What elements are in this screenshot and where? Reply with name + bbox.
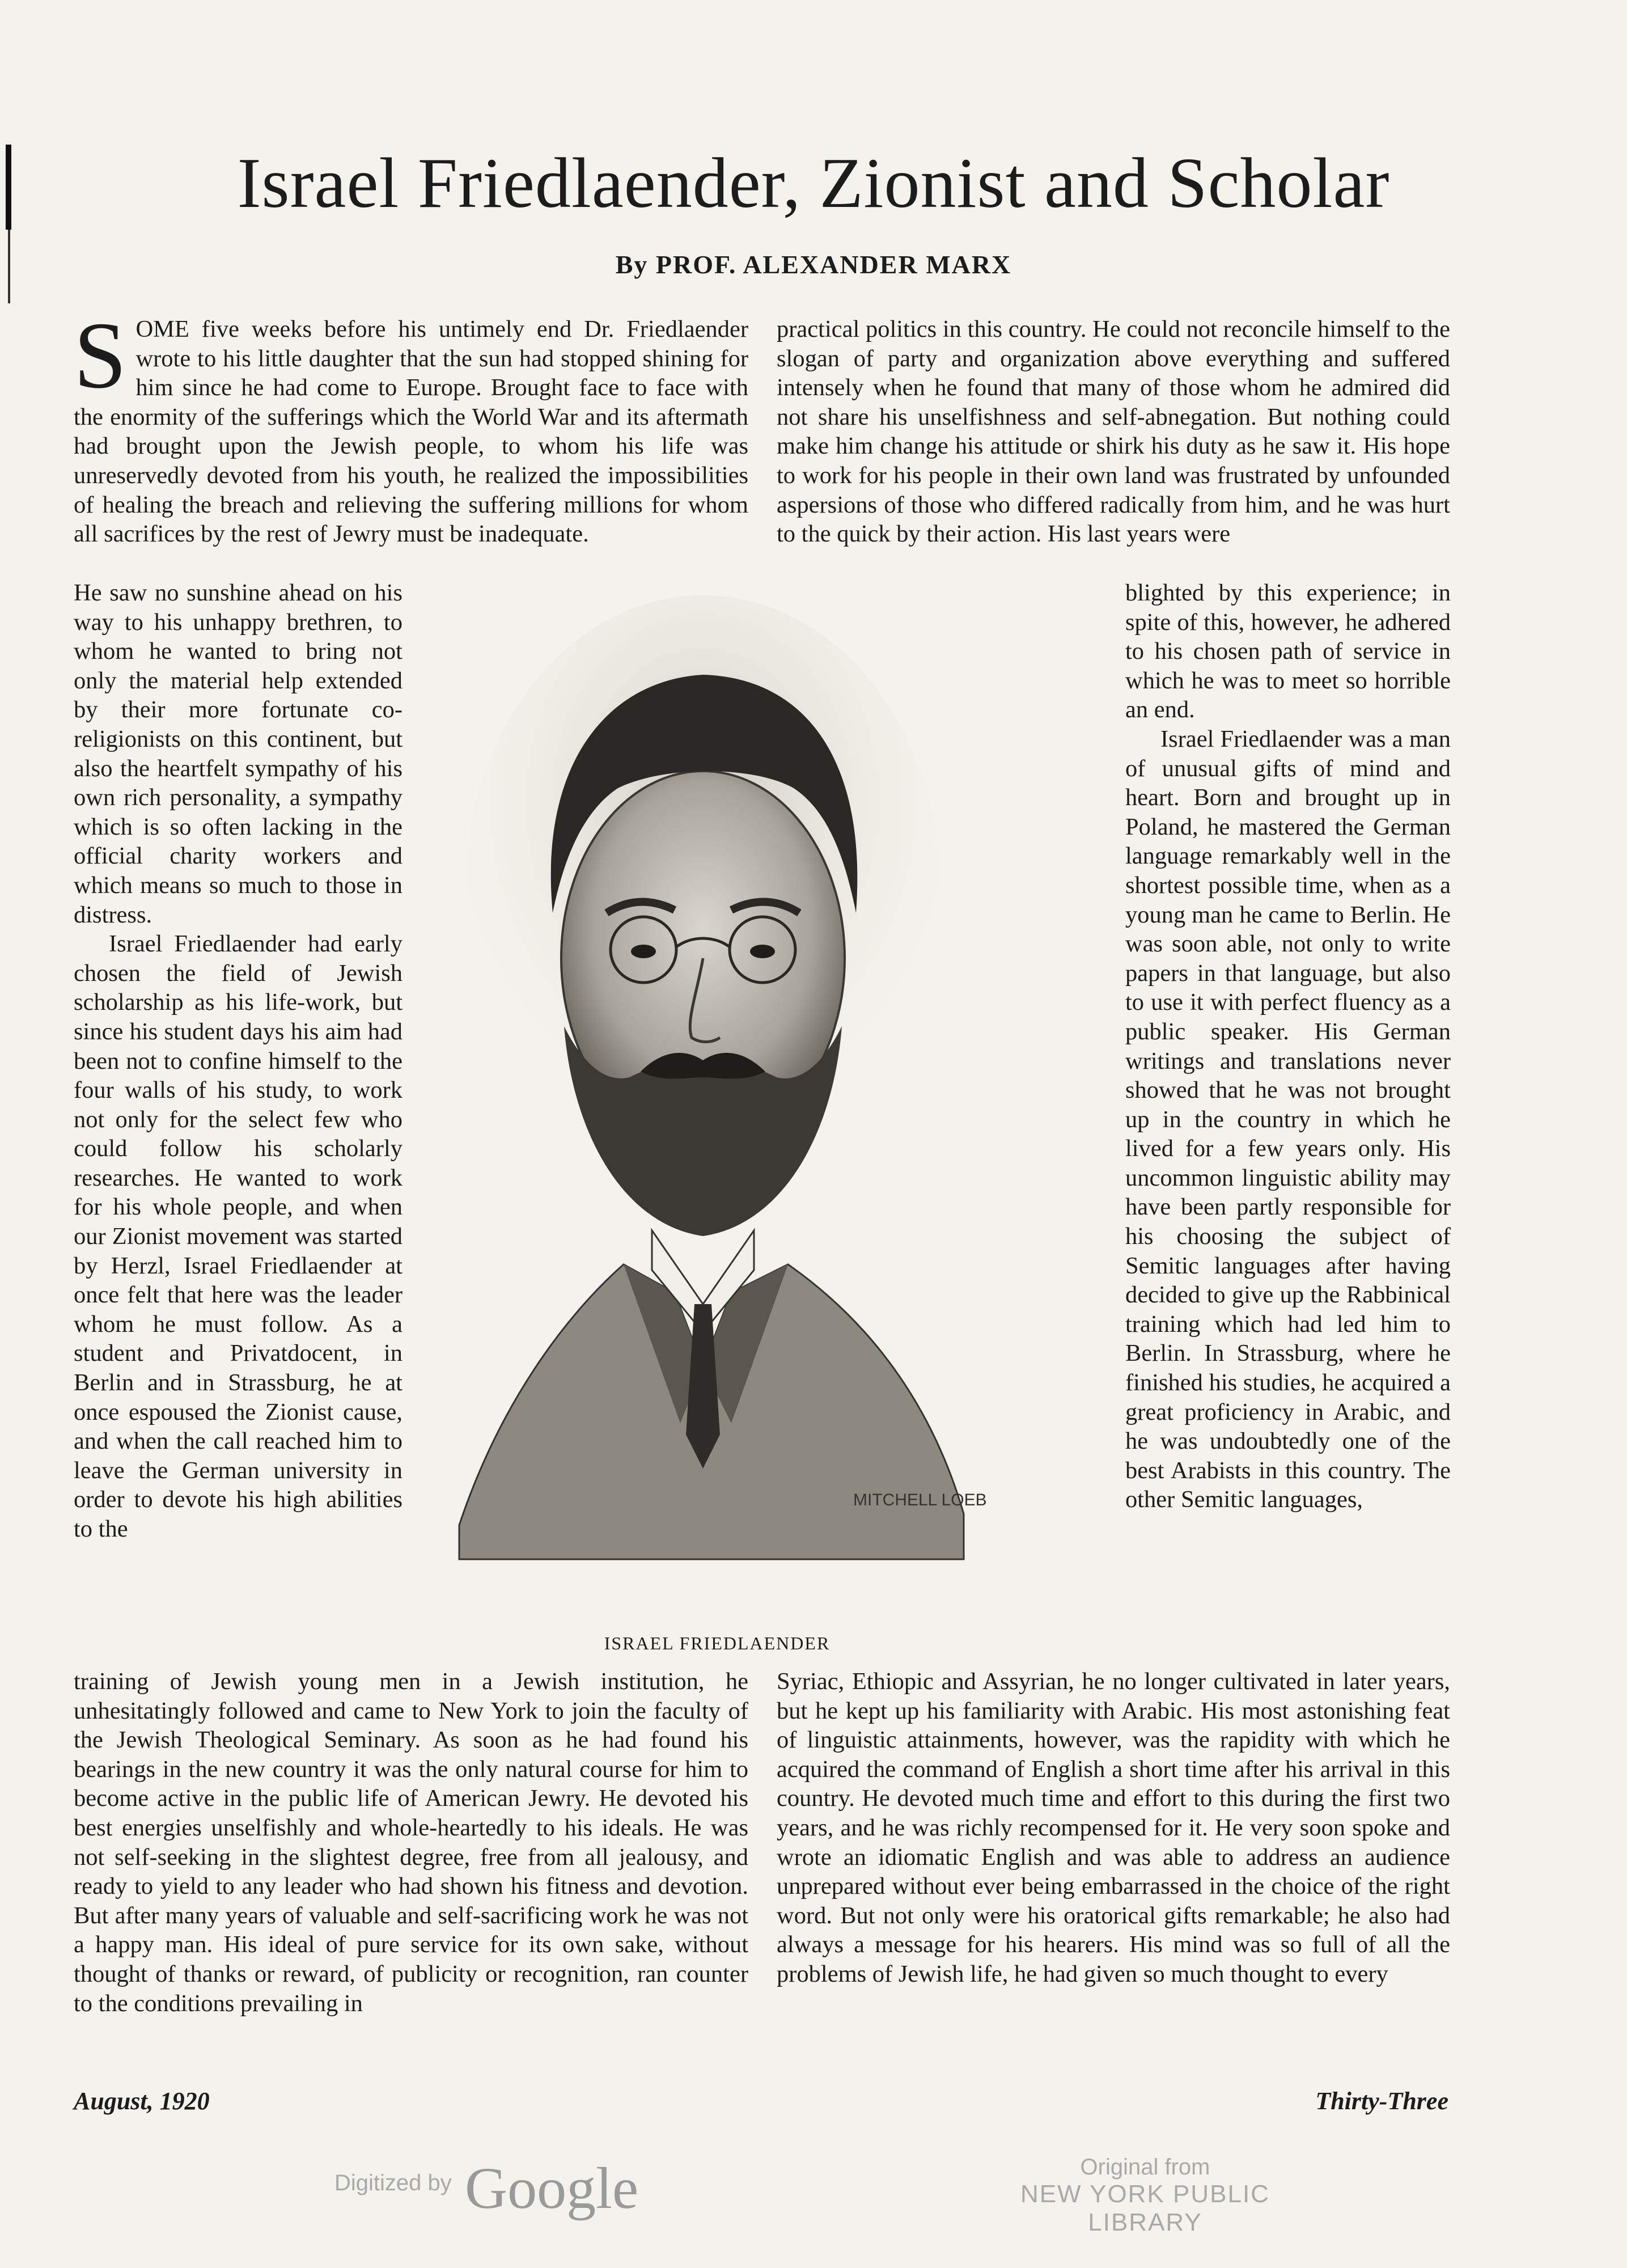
paragraph: Syriac, Ethiopic and Assyrian, he no longer cultivated in later years, but he kept up his familiarity with Arabic. His most astonishing feat of linguistic attainments, however, was the rapidity with which he acquired the command of English a short time after his arrival in this country. He devoted much time and effort to this during the first two years, and he was richly recompensed for it. He very soon spoke and wrote an idiomatic English and was able to address an audience unprepared without ever being embarrassed in the choice of the right word. But not only were his oratorical gifts remarkable; he also had always a message for his hearers. His mind was so full of all the problems of Jewish life, he had given so much thought to every: [777, 1668, 1450, 1987]
artist-signature: MITCHELL LOEB: [853, 1491, 987, 1509]
article-byline: By PROF. ALEXANDER MARX: [615, 250, 1012, 279]
text-block-top-right: [777, 315, 1450, 549]
paragraph: [74, 303, 748, 549]
paragraph: He saw no sunshine ahead on his way to his unhappy brethren, to whom he wanted to bring not only the material help extended by their more fortunate co-religionists on this continent, but also the heartfelt sympathy of his own rich personality, a sympathy which is so often lacking in the official charity workers and which means so much to those in distress.: [74, 579, 402, 928]
text-block-top-left: [74, 303, 748, 549]
paragraph: blighted by this experience; in spite of this, however, he adhered to his chosen path of service in which he was to meet so horrible an end.: [1125, 579, 1451, 723]
portrait-illustration: [437, 595, 998, 1610]
eye-left: [631, 945, 656, 958]
digitized-by-google-watermark: [334, 2155, 641, 2221]
paragraph: training of Jewish young men in a Jewish institution, he unhesitatingly followed and came to New York to join the faculty of the Jewish Theological Seminary. As soon as he had found his bearings in the new country it was the only natural course for him to become active in the public life of American Jewry. He devoted his best energies unselfishly and whole-heartedly to his ideals. He was not self-seeking in the slightest degree, free from all jealousy, and ready to yield to any leader who had shown his fitness and devotion. But after many years of valuable and self-sacrificing work he was not a happy man. His ideal of pure service for its own sake, without thought of thanks or reward, of publicity or recognition, ran counter to the conditions prevailing in: [74, 1668, 748, 2017]
text-block-left-column: [74, 578, 402, 1544]
text-block-bottom-right: [777, 1667, 1450, 1989]
paragraph: practical politics in this country. He could not reconcile himself to the slogan of party and organization above everything and suffered intensely when he found that many of those whom he admired did not share his unselfishness and self-abnegation. But nothing could make him change his attitude or shirk his duty as he saw it. His hope to work for his people in their own land was frustrated by unfounded aspersions of those who differed radically from him, and he was hurt to the quick by their action. His last years were: [777, 316, 1450, 548]
library-watermark: [975, 2155, 1315, 2237]
text-block-right-column: [1125, 578, 1451, 1514]
library-name: NEW YORK PUBLIC LIBRARY: [1020, 2180, 1270, 2236]
paragraph: Israel Friedlaender was a man of unusual gifts of mind and heart. Born and brought up in Poland, he mastered the German language remarkably well in the shortest possible time, when as a young man he came to Berlin. He was soon able, not only to write papers in that language, but also to use it with perfect fluency as a public speaker. His German writings and translations never showed that he was not brought up in the country in which he lived for a few years only. His uncommon linguistic ability may have been partly responsible for his choosing the subject of Semitic languages after having decided to give up the Rabbinical training which had led him to Berlin. In Strassburg, where he finished his studies, he acquired a great proficiency in Arabic, and he was undoubtedly one of the best Arabists in this country. The other Semitic languages,: [1125, 725, 1451, 1513]
portrait-caption: ISRAEL FRIEDLAENDER: [604, 1633, 831, 1653]
issue-date: August, 1920: [74, 2087, 210, 2115]
text-block-bottom-left: [74, 1667, 748, 2018]
page-number: Thirty-Three: [1315, 2087, 1448, 2115]
paragraph: Israel Friedlaender had early chosen the field of Jewish scholarship as his life-work, but since his student days his aim had been not to confine himself to the four walls of his study, to work not only for the select few who could follow his scholarly researches. He wanted to work for his whole people, and when our Zionist movement was started by Herzl, Israel Friedlaender at once felt that here was the leader whom he must follow. As a student and Privatdocent, in Berlin and in Strassburg, he at once espoused the Zionist cause, and when the call reached him to leave the German university in order to devote his high abilities to the: [74, 930, 402, 1542]
google-logo: Google: [465, 2156, 639, 2221]
drop-cap: S: [74, 303, 127, 408]
necktie: [686, 1304, 720, 1469]
eye-right: [750, 945, 775, 958]
digitized-label: Digitized by: [334, 2170, 452, 2195]
original-from-label: Original from: [1080, 2155, 1210, 2180]
article-title: Israel Friedlaender, Zionist and Scholar: [237, 144, 1390, 223]
paragraph-text: OME five weeks before his untimely end Dr. Friedlaender wrote to his little daughter that the sun had stopped shining for him since he had come to Europe. Brought face to face with the enormity of the sufferings which the World War and its aftermath had brought upon the Jewish people, to whom his life was unreservedly devoted from his youth, he realized the impossibilities of healing the breach and relieving the suffering millions for whom all sacrifices by the rest of Jewry must be inadequate.: [74, 316, 748, 548]
